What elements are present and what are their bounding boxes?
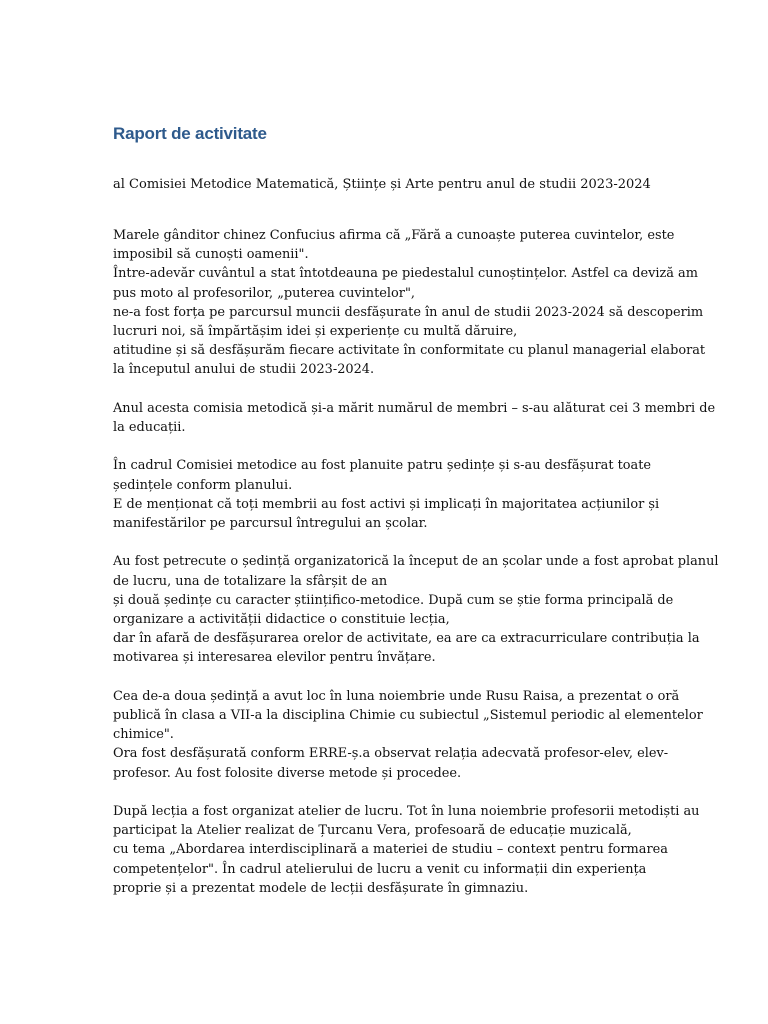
paragraph-line: participat la Atelier realizat de Țurcanu Vera, profesoară de educație muzicală, [113, 823, 632, 839]
paragraph-line: publică în clasa a VII-a la disciplina Chimie cu subiectul „Sistemul periodic al elementelor [113, 708, 703, 724]
document-subtitle: al Comisiei Metodice Matematică, Științe și Arte pentru anul de studii 2023-2024 [113, 177, 651, 192]
paragraph-line: motivarea și interesarea elevilor pentru învățare. [113, 650, 436, 666]
body-paragraph [113, 399, 716, 437]
body-paragraph [113, 802, 700, 898]
paragraph-line: Ora fost desfășurată conform ERRE-ș.a observat relația adecvată profesor-elev, elev- [113, 746, 669, 762]
paragraph-line: Anul acesta comisia metodică și-a mărit numărul de membri – s-au alăturat cei 3 membri de [113, 400, 716, 416]
paragraph-line: În cadrul Comisiei metodice au fost planuite patru ședințe și s-au desfășurat toate [113, 458, 652, 474]
paragraph-line: pus moto al profesorilor, „puterea cuvintelor", [113, 285, 415, 301]
paragraph-line: Marele gânditor chinez Confucius afirma că „Fără a cunoaște puterea cuvintelor, este [113, 228, 675, 243]
paragraph-line: la educații. [113, 420, 186, 436]
paragraph-line: cu tema „Abordarea interdisciplinară a materiei de studiu – context pentru formarea [113, 842, 668, 858]
paragraph-line: Între-adevăr cuvântul a stat întotdeauna pe piedestalul cunoștințelor. Astfel ca deviză am [113, 266, 698, 282]
paragraph-line: proprie și a prezentat modele de lecții desfășurate în gimnaziu. [113, 880, 529, 896]
paragraph-line: de lucru, una de totalizare la sfârșit de an [113, 573, 388, 589]
paragraph-line: lucruri noi, să împărtășim idei și experiențe cu multă dăruire, [113, 324, 518, 340]
paragraph-line: manifestărilor pe parcursul întregului an școlar. [113, 516, 428, 532]
paragraph-line: organizare a activității didactice o constituie lecția, [113, 612, 450, 628]
paragraph-line: ședințele conform planului. [113, 477, 293, 493]
paragraph-line: și două ședințe cu caracter științifico-metodice. După cum se știe forma principală de [113, 592, 674, 608]
paragraph-line: ne-a fost forța pe parcursul muncii desfășurate în anul de studii 2023-2024 să descoperim [113, 304, 704, 320]
body-paragraph [113, 456, 663, 533]
paragraph-line: După lecția a fost organizat atelier de lucru. Tot în luna noiembrie profesorii metodiști au [113, 804, 700, 820]
paragraph-line: la începutul anului de studii 2023-2024. [113, 362, 375, 378]
body-paragraph [113, 226, 706, 380]
paragraph-line: profesor. Au fost folosite diverse metode și procedee. [113, 765, 462, 781]
paragraph-line: chimice". [113, 727, 174, 743]
paragraph-line: Cea de-a doua ședință a avut loc în luna noiembrie unde Rusu Raisa, a prezentat o oră [113, 688, 680, 704]
document-body [113, 226, 719, 917]
paragraph-line: dar în afară de desfășurarea orelor de activitate, ea are ca extracurriculare contribuția la [113, 631, 700, 647]
paragraph-line: imposibil să cunoști oamenii". [113, 247, 309, 263]
body-paragraph [113, 552, 719, 667]
paragraph-line: E de menționat că toți membrii au fost activi și implicați în majoritatea acțiunilor și [113, 496, 660, 512]
paragraph-line: atitudine și să desfășurăm fiecare activitate în conformitate cu planul managerial elaborat [113, 343, 706, 359]
paragraph-line: competențelor". În cadrul atelierului de lucru a venit cu informații din experiența [113, 861, 647, 877]
body-paragraph [113, 687, 703, 783]
document-title: Raport de activitate [113, 124, 267, 143]
paragraph-line: Au fost petrecute o ședință organizatorică la început de an școlar unde a fost aprobat planul [113, 554, 719, 570]
